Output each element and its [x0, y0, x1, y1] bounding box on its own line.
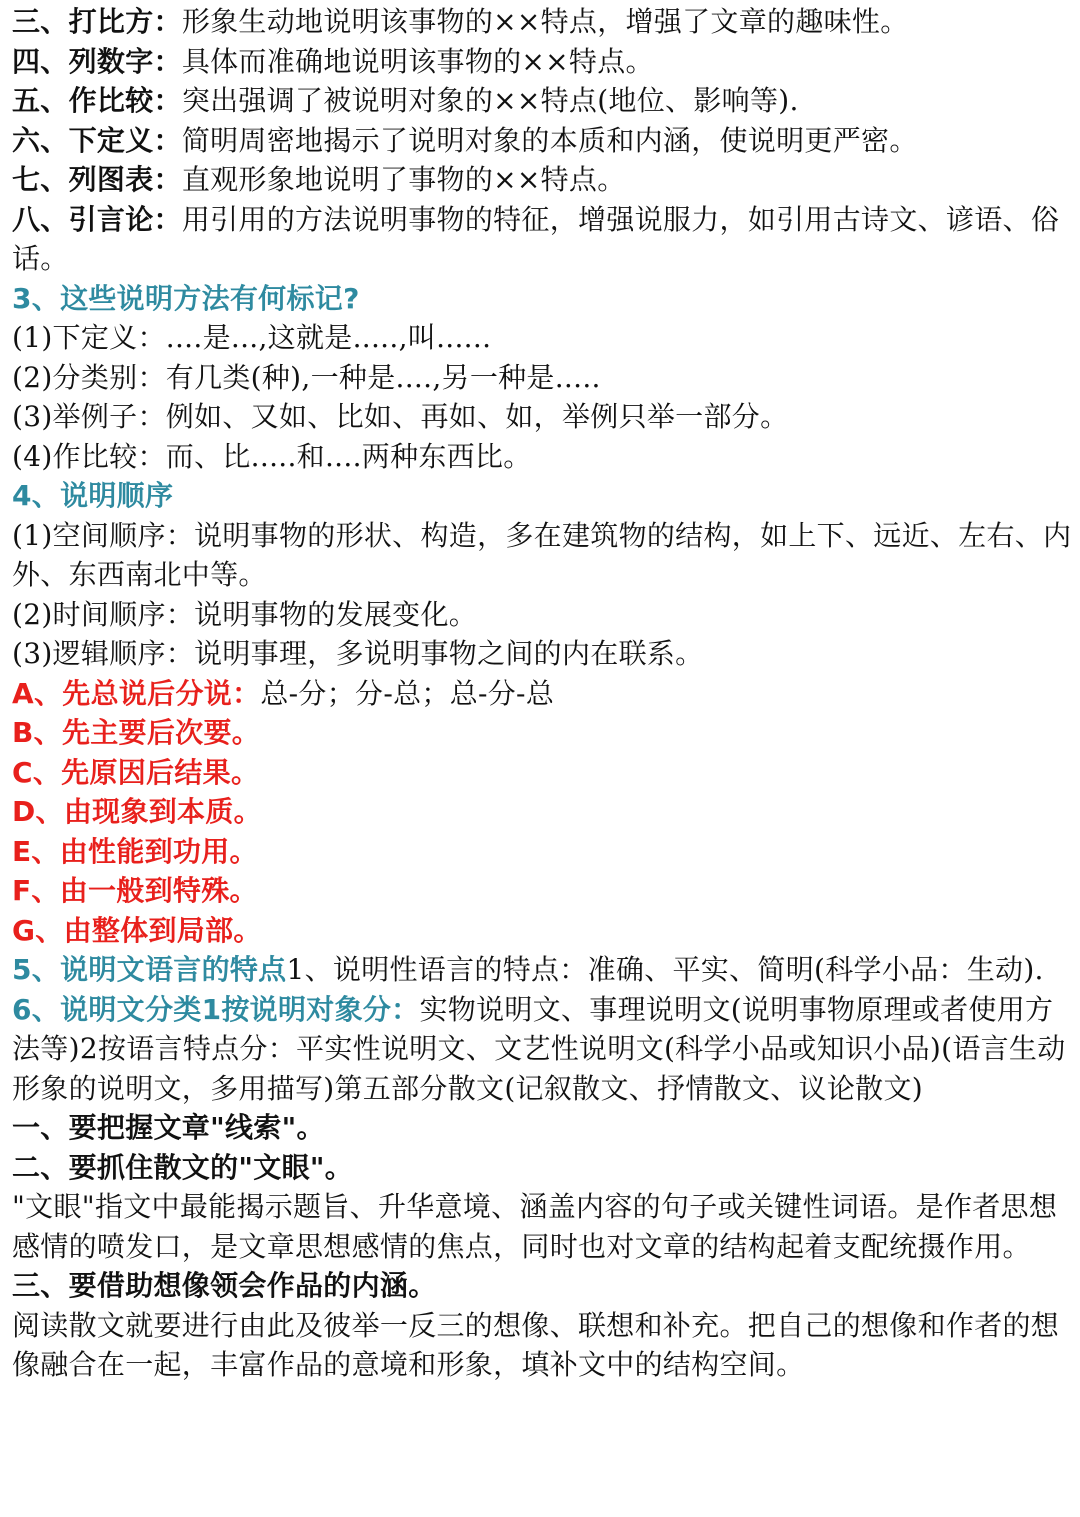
- method-label: 五、作比较：: [12, 84, 182, 117]
- logic-order-item: G、由整体到局部。: [12, 913, 262, 947]
- prose-heading: 三、要借助想像领会作品的内涵。: [12, 1269, 437, 1302]
- method-text: 简明周密地揭示了说明对象的本质和内涵，使说明更严密。: [181, 123, 918, 157]
- section-heading-order: 4、说明顺序: [12, 479, 174, 512]
- method-label: 八、引言论：: [12, 202, 182, 236]
- method-text: 形象生动地说明该事物的××特点，增强了文章的趣味性。: [181, 5, 909, 38]
- marker-item: (3)举例子：例如、又如、比如、再如、如，举例只举一部分。: [12, 400, 789, 433]
- method-item: [12, 121, 1076, 161]
- logic-order-item: [12, 674, 1076, 714]
- marker-item: (1)下定义：....是...,这就是.....,叫......: [12, 321, 492, 354]
- method-label: 六、下定义：: [12, 123, 182, 157]
- logic-order-item: B、先主要后次要。: [12, 716, 261, 749]
- prose-text: "文眼"指文中最能揭示题旨、升华意境、涵盖内容的句子或关键性词语。是作者思想感情的喷发口，是文章思想感情的焦点，同时也对文章的结构起着支配统摄作用。: [12, 1190, 1058, 1263]
- order-item: (1)空间顺序：说明事物的形状、构造，多在建筑物的结构，如上下、远近、左右、内外、东西南北中等。: [12, 518, 1072, 591]
- marker-item: (4)作比较：而、比.....和....两种东西比。: [12, 439, 532, 473]
- prose-heading: 一、要把握文章"线索"。: [12, 1111, 325, 1144]
- method-item: [12, 2, 1076, 42]
- section-classification-text: 实物说明文、事理说明文(说明事物原理或者使用方法等)2按语言特点分：平实性说明文、文艺性说明文(科学小品或知识小品)(语言生动形象的说明文，多用描写)第五部分散文(记叙散文、抒情散文、议论散文): [12, 992, 1066, 1105]
- section-heading-classification: 6、说明文分类1按说明对象分：: [12, 992, 420, 1026]
- method-label: 四、列数字：: [12, 44, 182, 78]
- method-text: 用引用的方法说明事物的特征，增强说服力，如引用古诗文、谚语、俗话。: [12, 202, 1060, 275]
- order-item: (3)逻辑顺序：说明事理，多说明事物之间的内在联系。: [12, 637, 704, 670]
- logic-order-item: C、先原因后结果。: [12, 755, 260, 789]
- method-label: 七、列图表：: [12, 163, 182, 196]
- prose-heading: 二、要抓住散文的"文眼"。: [12, 1150, 354, 1184]
- section-language: [12, 950, 1076, 990]
- section-heading-markers: 3、这些说明方法有何标记?: [12, 281, 360, 315]
- method-item: [12, 81, 1076, 121]
- logic-order-item: E、由性能到功用。: [12, 834, 258, 868]
- method-label: 三、打比方：: [12, 5, 182, 38]
- method-text: 直观形象地说明了事物的××特点。: [181, 163, 626, 196]
- method-item: [12, 160, 1076, 200]
- logic-order-item: D、由现象到本质。: [12, 795, 262, 828]
- method-item: [12, 42, 1076, 82]
- prose-text: 阅读散文就要进行由此及彼举一反三的想像、联想和补充。把自己的想像和作者的想像融合在一起，丰富作品的意境和形象，填补文中的结构空间。: [12, 1308, 1060, 1381]
- section-heading-language: 5、说明文语言的特点: [12, 953, 287, 986]
- section-classification: [12, 990, 1076, 1109]
- order-item: (2)时间顺序：说明事物的发展变化。: [12, 597, 478, 631]
- logic-order-text: 总-分；分-总；总-分-总: [260, 676, 555, 710]
- logic-order-label: A、先总说后分说：: [12, 676, 261, 710]
- method-text: 突出强调了被说明对象的××特点(地位、影响等).: [181, 84, 799, 117]
- marker-item: (2)分类别：有几类(种),一种是....,另一种是.....: [12, 360, 601, 394]
- logic-order-item: F、由一般到特殊。: [12, 874, 258, 907]
- method-text: 具体而准确地说明该事物的××特点。: [181, 44, 654, 78]
- method-item: [12, 200, 1076, 279]
- section-language-text: 1、说明性语言的特点：准确、平实、简明(科学小品：生动).: [286, 953, 1044, 986]
